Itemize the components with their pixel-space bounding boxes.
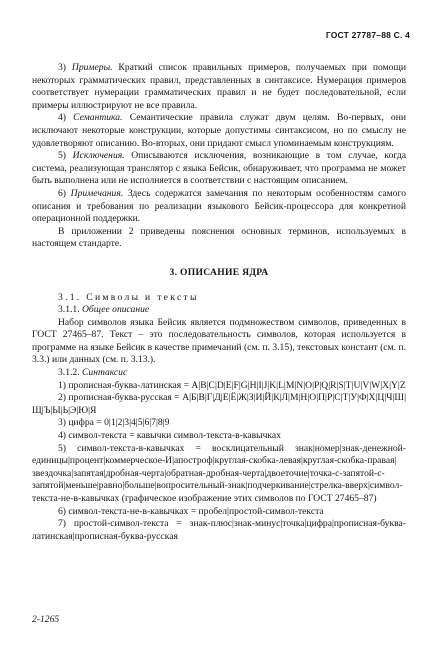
paragraph-text: Семантические правила служат двум целям. Во-первых, они исключают некоторые конструкции, которые допустимы синтаксисом, но по смыслу не удовлетворяют описанию. Во-вторых, они придают смысл упоминаемым конструкциям.	[32, 112, 406, 149]
page-header: ГОСТ 27787–88 С. 4	[325, 30, 410, 40]
syntax-rule-2: 2) прописная-буква-русская = А|Б|В|Г|Д|Е|Ё|Ж|З|И|Й|К|Л|М|Н|О|П|Р|С|Т|У|Ф|Х|Ц|Ч|Ш|Щ|Ъ|Ы|Ь|Э|Ю|Я	[32, 392, 406, 416]
subsubsection-heading	[32, 304, 406, 317]
page-footer-mark: 2-1265	[32, 614, 60, 625]
paragraph-exceptions	[32, 150, 406, 188]
paragraph-text: Здесь содержатся замечания по некоторым особенностям самого описания и требования по реализации языкового Бейсик-процессора для конкретной операционной поддержки.	[32, 187, 407, 225]
term-semantics: Семантика.	[73, 112, 123, 124]
paragraph-text: Краткий список правильных примеров, получаемых при помощи некоторых грамматических правил, представленных в синтаксисе. Нумерация примеров соответствует нумерации грамматических правил и не будет последовательной, если примеры иллюстрируют не все правила.	[32, 62, 406, 111]
syntax-title: Синтаксис	[82, 367, 128, 379]
syntax-heading	[32, 367, 406, 380]
term-examples: Примеры.	[71, 62, 113, 73]
syntax-number: 3.1.2.	[58, 367, 80, 379]
paragraph-text: Описываются исключения, возникающие в том случае, когда система, реализующая транслятор с языка Бейсик, обнаруживает, что программа не может быть выполнена или не исполняется в соответствии с настоящим описанием.	[32, 150, 406, 187]
item-number: 3)	[58, 62, 66, 73]
item-number: 4)	[58, 112, 66, 124]
term-notes: Примечания.	[70, 187, 124, 199]
syntax-rule-5: 5) символ-текста-в-кавычках = восклицательный знак|номер|знак-денежной-единицы|процент|коммерческое-И|апостроф|круглая-скобка-левая|круглая-скобка-правая|звездочка|запятая|дробная-черта|обратная-дробная-черта|двоеточие|точка-с-запятой-с-запятой|меньше|равно|больше|вопросительный-знак|подчеркивание|стрелка-вверх|символ-текста-не-в-кавычках (графическое изображение этих символов по ГОСТ 27465–87)	[32, 442, 406, 504]
subsubsection-title: Общее описание	[82, 304, 150, 316]
syntax-rule-3: 3) цифра = 0|1|2|3|4|5|6|7|8|9	[58, 417, 170, 429]
item-number: 6)	[58, 187, 66, 199]
term-exceptions: Исключения.	[72, 150, 125, 162]
paragraph-appendix: В приложении 2 приведены пояснения основных терминов, используемых в настоящем стандарте.	[32, 225, 406, 250]
document-body	[32, 62, 406, 543]
subsection-title: 3.1. Символы и тексты	[58, 291, 199, 303]
paragraph-examples	[32, 62, 406, 112]
paragraph-semantics	[32, 112, 406, 150]
syntax-rule-4: 4) символ-текста = кавычки символ-текста-в-кавычках	[58, 430, 281, 442]
item-number: 5)	[58, 150, 66, 162]
syntax-rule-1: 1) прописная-буква-латинская = A|B|C|D|E|F|G|H|I|J|K|L|M|N|O|P|Q|R|S|T|U|V|W|X|Y|Z	[58, 379, 406, 391]
paragraph-general-description: Набор символов языка Бейсик является подмножеством символов, приведенных в ГОСТ 27465–87. Текст – это последовательность символов, которая используется в программе на языке Бейсик в качестве примечаний (см. п. 3.15), текстовых констант (см. п. 3.3.) или данных (см. п. 3.13.).	[32, 316, 406, 366]
subsubsection-number: 3.1.1.	[58, 304, 80, 316]
syntax-rule-6: 6) символ-текста-не-в-кавычках = пробел|простой-символ-текста	[58, 505, 324, 517]
paragraph-notes	[32, 188, 406, 226]
syntax-rule-7: 7) простой-символ-текста = знак-плюс|знак-минус|точка|цифра|прописная-буква-латинская|прописная-буква-русская	[32, 518, 406, 542]
section-title: 3. ОПИСАНИЕ ЯДРА	[169, 266, 269, 278]
